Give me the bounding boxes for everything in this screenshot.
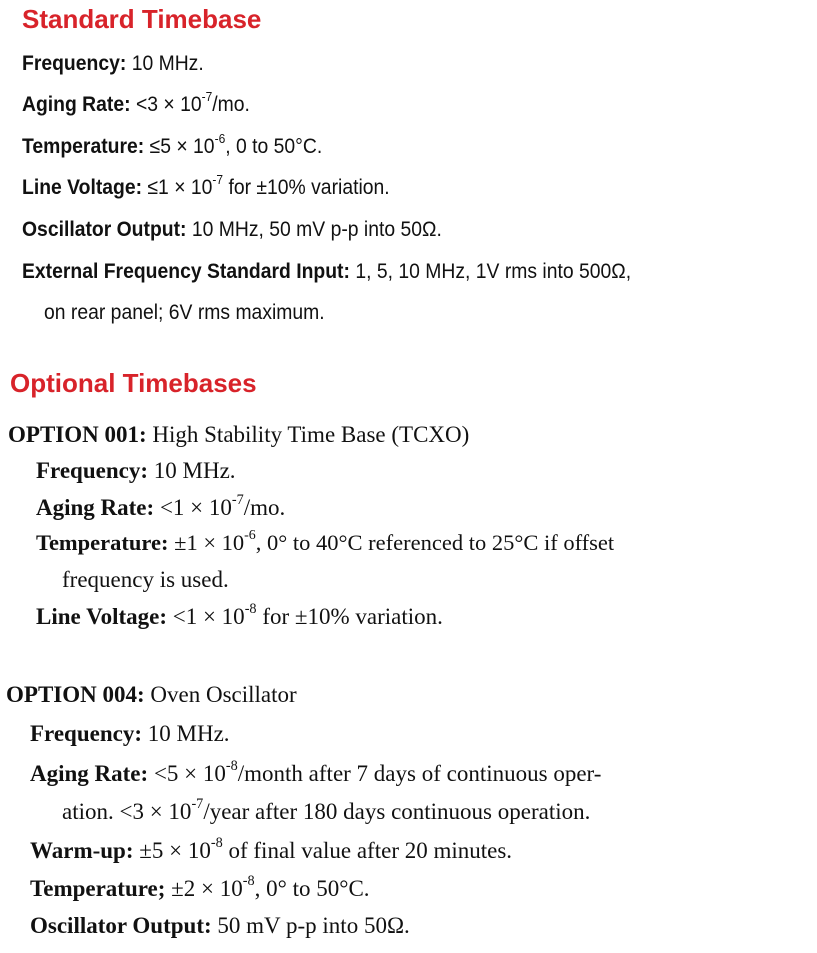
std-line-voltage-label: Line Voltage: xyxy=(22,175,143,199)
opt001-frequency-label: Frequency: xyxy=(36,458,149,483)
std-line-voltage-value: $\le 1 \times 10^{-7}$ for ±10% variation. xyxy=(147,171,390,199)
opt004-temperature-label: Temperature; xyxy=(30,876,166,901)
std-frequency-value: 10 MHz. xyxy=(131,51,204,75)
opt001-aging-rate-label: Aging Rate: xyxy=(36,495,155,520)
opt004-oscillator-output-value: 50 mV p-p into 50Ω. xyxy=(217,913,410,938)
std-frequency-line xyxy=(22,53,204,75)
opt001-temperature-continuation: frequency is used. xyxy=(62,567,229,592)
opt004-oscillator-output-label: Oscillator Output: xyxy=(30,913,212,938)
opt001-temperature-value: $\pm 1 \times 10^{-6}$, 0° to 40°C referenced to 25°C if offset xyxy=(174,528,615,555)
opt004-frequency-label: Frequency: xyxy=(30,721,143,746)
std-external-input-continuation: on rear panel; 6V rms maximum. xyxy=(44,300,325,324)
opt001-temperature-label: Temperature: xyxy=(36,530,169,555)
std-aging-rate-label: Aging Rate: xyxy=(22,92,131,116)
opt004-warm-up-value: $\pm 5 \times 10^{-8}$ of final value after 20 minutes. xyxy=(139,835,513,863)
standard-timebase-heading: Standard Timebase xyxy=(22,4,262,34)
opt001-aging-rate-value: $<1 \times 10^{-7}/mo$. xyxy=(159,492,286,520)
std-oscillator-output-line xyxy=(22,219,442,241)
opt004-aging-rate-line xyxy=(30,758,602,786)
option-004-title-line xyxy=(6,683,297,706)
std-aging-rate-line xyxy=(22,88,250,116)
opt004-aging-rate-label: Aging Rate: xyxy=(30,761,149,786)
opt001-frequency-line xyxy=(36,459,236,482)
std-external-input-label: External Frequency Standard Input: xyxy=(22,259,350,283)
opt004-warm-up-line xyxy=(30,835,513,863)
opt004-temperature-value: $\pm 2 \times 10^{-8}$, 0° to 50°C. xyxy=(171,873,370,901)
opt001-aging-rate-line xyxy=(36,492,286,520)
option-001-title: High Stability Time Base (TCXO) xyxy=(152,422,470,447)
opt004-temperature-line xyxy=(30,873,370,901)
opt001-line-voltage-value: $<1 \times 10^{-8}$ for ±10% variation. xyxy=(172,601,443,629)
opt004-aging-rate-continuation: ation. $<3 \times 10^{-7}$/year after 180 days continuous operation. xyxy=(62,796,591,824)
std-external-input-line xyxy=(22,261,631,283)
std-temperature-line xyxy=(22,130,323,158)
opt004-frequency-value: 10 MHz. xyxy=(147,721,230,746)
opt001-temperature-line xyxy=(36,528,615,555)
option-001-title-line xyxy=(8,423,469,446)
std-frequency-label: Frequency: xyxy=(22,51,127,75)
opt004-oscillator-output-line xyxy=(30,914,410,937)
opt001-frequency-value: 10 MHz. xyxy=(153,458,236,483)
option-001-label: OPTION 001: xyxy=(8,422,147,447)
opt004-aging-rate-value: $<5 \times 10^{-8}$/month after 7 days of continuous oper- xyxy=(153,758,602,786)
opt001-line-voltage-label: Line Voltage: xyxy=(36,604,167,629)
std-external-input-value: 1, 5, 10 MHz, 1V rms into 500Ω, xyxy=(355,259,632,283)
std-temperature-label: Temperature: xyxy=(22,134,145,158)
std-temperature-value: $\le 5 \times 10^{-6}$, 0 to 50°C. xyxy=(149,130,323,158)
std-oscillator-output-label: Oscillator Output: xyxy=(22,217,187,241)
opt004-frequency-line xyxy=(30,722,230,745)
opt001-line-voltage-line xyxy=(36,601,443,629)
std-oscillator-output-value: 10 MHz, 50 mV p-p into 50Ω. xyxy=(191,217,442,241)
std-line-voltage-line xyxy=(22,171,390,199)
option-004-label: OPTION 004: xyxy=(6,682,145,707)
option-004-title: Oven Oscillator xyxy=(150,682,297,707)
optional-timebases-heading: Optional Timebases xyxy=(10,368,257,398)
std-aging-rate-value: $<3 \times 10^{-7}/mo$. xyxy=(135,88,250,116)
opt004-warm-up-label: Warm-up: xyxy=(30,838,134,863)
